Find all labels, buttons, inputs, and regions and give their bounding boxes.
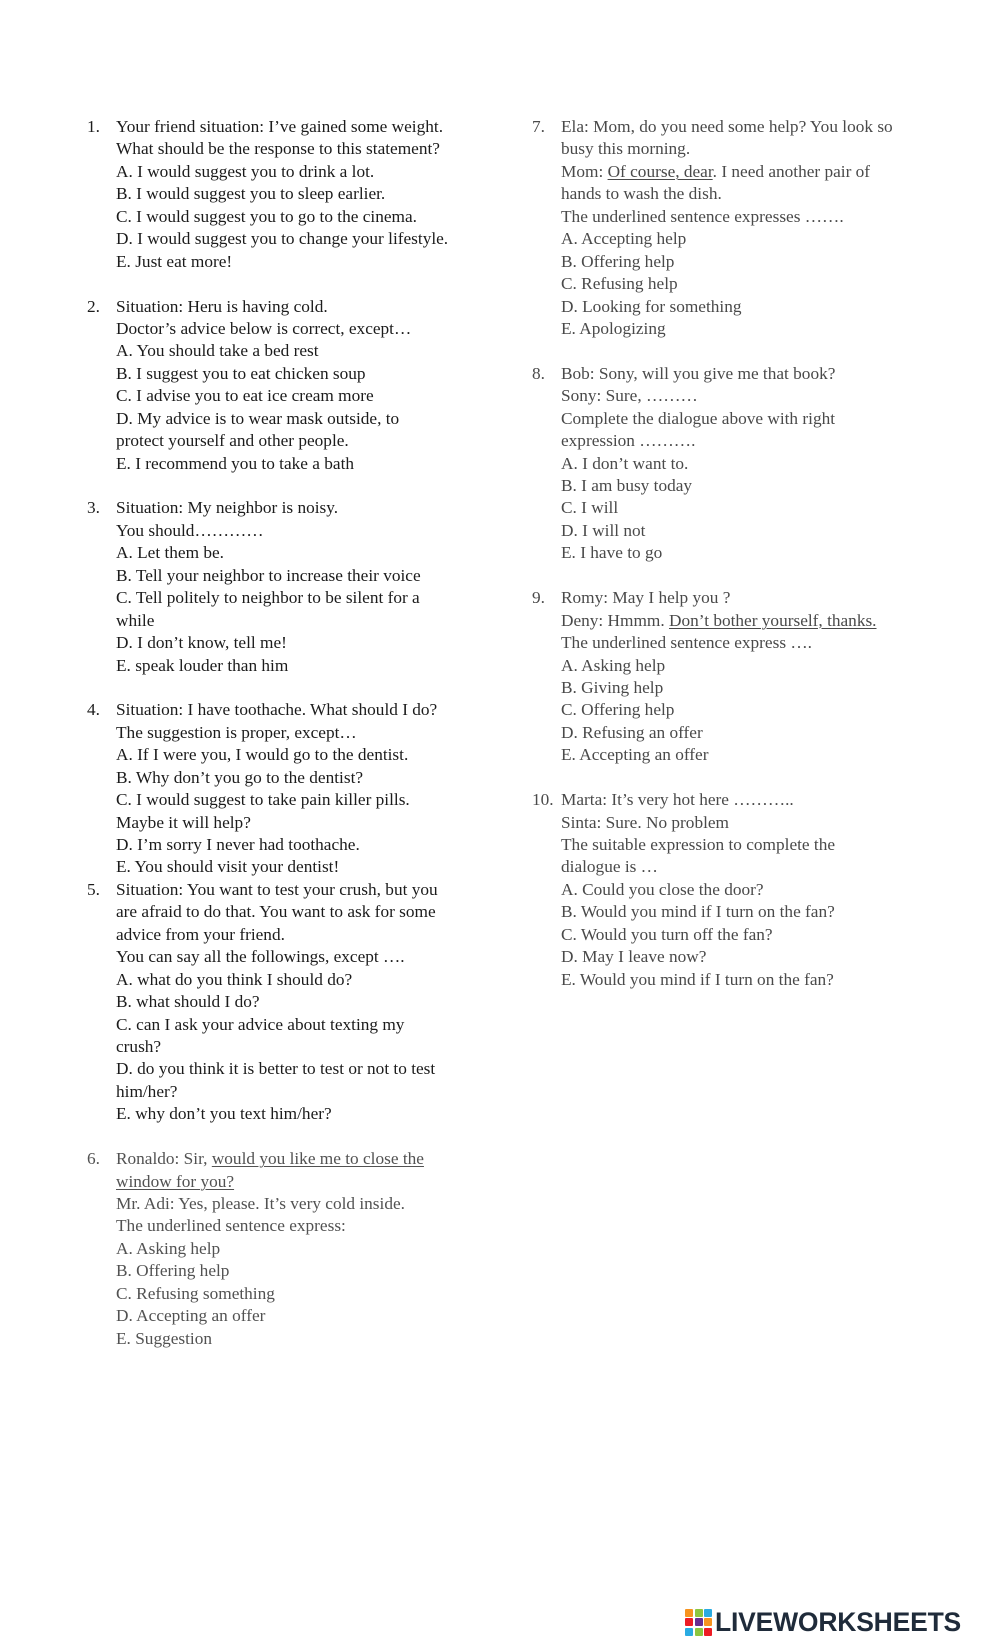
answer-option-d: D. Looking for something bbox=[561, 296, 742, 316]
question-text-line bbox=[116, 1148, 527, 1170]
question-text: Deny: Hmmm. bbox=[561, 610, 669, 630]
answer-option-e: E. speak louder than him bbox=[116, 655, 289, 675]
question-text-line: The suitable expression to complete the bbox=[561, 835, 836, 854]
question-text-line: The suggestion is proper, except… bbox=[116, 722, 357, 742]
answer-option-b: B. I am busy today bbox=[561, 476, 693, 495]
question-text-line: expression ………. bbox=[561, 431, 696, 451]
question-10 bbox=[532, 789, 972, 991]
answer-option-c: C. Would you turn off the fan? bbox=[561, 924, 773, 944]
question-text-line: advice from your friend. bbox=[116, 924, 285, 944]
question-text-line: Complete the dialogue above with right bbox=[561, 408, 836, 428]
answer-option-b: B. Tell your neighbor to increase their voice bbox=[116, 565, 421, 585]
answer-option-d: D. I would suggest you to change your lifestyle. bbox=[116, 229, 449, 249]
question-text-line: hands to wash the dish. bbox=[561, 184, 722, 204]
answer-option-a: A. You should take a bed rest bbox=[116, 341, 319, 361]
question-8 bbox=[532, 363, 972, 565]
answer-option-d: D. I don’t know, tell me! bbox=[116, 633, 287, 653]
answer-option-d: D. do you think it is better to test or not to test bbox=[116, 1059, 436, 1079]
answer-option-b: B. Offering help bbox=[116, 1261, 230, 1281]
answer-option-e: E. Suggestion bbox=[116, 1328, 213, 1348]
logo-tile bbox=[685, 1628, 693, 1636]
logo-tile bbox=[695, 1628, 703, 1636]
question-text-line: Maybe it will help? bbox=[116, 812, 251, 832]
answer-option-b: B. I would suggest you to sleep earlier. bbox=[116, 184, 386, 204]
question-body bbox=[116, 296, 527, 476]
question-text-line: Situation: I have toothache. What should I do? bbox=[116, 700, 438, 720]
answer-option-e: E. I have to go bbox=[561, 543, 663, 563]
question-text-line: Doctor’s advice below is correct, except… bbox=[116, 318, 412, 338]
question-text-line: protect yourself and other people. bbox=[116, 431, 349, 451]
answer-option-c: C. I will bbox=[561, 498, 619, 518]
logo-tile bbox=[704, 1609, 712, 1617]
question-7 bbox=[532, 116, 972, 340]
question-text-line: Ela: Mom, do you need some help? You look so bbox=[561, 117, 893, 136]
logo-tile bbox=[685, 1609, 693, 1617]
question-text-line: while bbox=[116, 610, 155, 630]
answer-option-c: C. can I ask your advice about texting my bbox=[116, 1014, 405, 1034]
question-number: 4. bbox=[87, 700, 100, 720]
question-number: 5. bbox=[87, 879, 100, 899]
question-4 bbox=[87, 699, 527, 879]
answer-option-d: D. I’m sorry I never had toothache. bbox=[116, 835, 360, 854]
answer-option-a: A. I don’t want to. bbox=[561, 453, 689, 473]
question-text: Mom: bbox=[561, 161, 608, 181]
question-text-line: Sony: Sure, ……… bbox=[561, 386, 698, 406]
question-text-line bbox=[116, 1171, 527, 1193]
question-body bbox=[116, 497, 527, 677]
question-number: 8. bbox=[532, 363, 545, 383]
question-text-line: You should………… bbox=[116, 520, 264, 540]
answer-option-b: B. Would you mind if I turn on the fan? bbox=[561, 902, 835, 922]
question-text: . I need another pair of bbox=[712, 161, 871, 181]
answer-option-c: C. Refusing help bbox=[561, 274, 678, 294]
underlined-text: would you like me to close the bbox=[211, 1149, 424, 1169]
answer-option-c: C. Tell politely to neighbor to be silent for a bbox=[116, 588, 420, 608]
question-body bbox=[116, 879, 527, 1126]
question-text-line: The underlined sentence expresses ……. bbox=[561, 206, 844, 226]
answer-option-c: C. I advise you to eat ice cream more bbox=[116, 386, 374, 406]
question-number: 6. bbox=[87, 1149, 100, 1169]
question-3 bbox=[87, 497, 527, 677]
question-text-line bbox=[561, 610, 972, 632]
answer-option-a: A. Asking help bbox=[561, 655, 666, 675]
right-question-column bbox=[532, 116, 972, 991]
answer-option-b: B. Offering help bbox=[561, 251, 675, 271]
logo-tile bbox=[695, 1609, 703, 1617]
question-text-line: are afraid to do that. You want to ask for some bbox=[116, 902, 436, 922]
question-body bbox=[116, 116, 527, 273]
question-text-line: Situation: My neighbor is noisy. bbox=[116, 498, 339, 518]
answer-option-c: C. Refusing something bbox=[116, 1283, 275, 1303]
underlined-text: window for you? bbox=[116, 1171, 235, 1191]
answer-option-e: E. Would you mind if I turn on the fan? bbox=[561, 969, 834, 989]
answer-option-c: C. I would suggest to take pain killer pills. bbox=[116, 790, 410, 810]
answer-option-d: D. May I leave now? bbox=[561, 947, 707, 967]
answer-option-b: B. what should I do? bbox=[116, 992, 260, 1012]
question-body bbox=[561, 789, 972, 991]
question-body bbox=[561, 363, 972, 565]
question-text-line: You can say all the followings, except …. bbox=[116, 947, 405, 967]
question-text-line: Situation: Heru is having cold. bbox=[116, 296, 328, 316]
answer-option-d: D. Accepting an offer bbox=[116, 1306, 266, 1326]
answer-option-a: A. I would suggest you to drink a lot. bbox=[116, 161, 375, 181]
question-text-line: busy this morning. bbox=[561, 139, 691, 159]
question-9 bbox=[532, 587, 972, 767]
answer-option-e: E. You should visit your dentist! bbox=[116, 857, 340, 877]
question-5 bbox=[87, 879, 527, 1126]
underlined-text: Of course, dear bbox=[607, 161, 713, 181]
question-text-line: Bob: Sony, will you give me that book? bbox=[561, 363, 836, 383]
question-body bbox=[561, 116, 972, 340]
question-1 bbox=[87, 116, 527, 273]
question-number: 9. bbox=[532, 588, 545, 608]
left-question-column bbox=[87, 116, 527, 1350]
answer-option-c: C. I would suggest you to go to the cinema. bbox=[116, 206, 417, 226]
answer-option-e: E. Just eat more! bbox=[116, 251, 233, 271]
question-text-line: What should be the response to this statement? bbox=[116, 139, 440, 159]
question-text-line: Marta: It’s very hot here ……….. bbox=[561, 790, 794, 810]
question-text: Ronaldo: Sir, bbox=[116, 1149, 212, 1169]
answer-option-a: A. what do you think I should do? bbox=[116, 969, 353, 989]
answer-option-a: A. If I were you, I would go to the dentist. bbox=[116, 745, 409, 765]
liveworksheets-logo bbox=[685, 1607, 961, 1637]
answer-option-b: B. I suggest you to eat chicken soup bbox=[116, 363, 366, 383]
question-body bbox=[116, 1148, 527, 1350]
question-number: 3. bbox=[87, 498, 100, 518]
answer-option-e: E. Apologizing bbox=[561, 318, 666, 338]
question-text-line: The underlined sentence express: bbox=[116, 1216, 346, 1236]
answer-option-a: A. Accepting help bbox=[561, 229, 687, 249]
answer-option-b: B. Giving help bbox=[561, 677, 664, 697]
liveworksheets-logo-icon bbox=[685, 1609, 712, 1636]
answer-option-e: E. Accepting an offer bbox=[561, 745, 709, 765]
question-body bbox=[116, 699, 527, 879]
question-number: 10. bbox=[532, 790, 554, 810]
question-text-line: Sinta: Sure. No problem bbox=[561, 812, 729, 832]
question-6 bbox=[87, 1148, 527, 1350]
question-text-line: Your friend situation: I’ve gained some weight. bbox=[116, 117, 444, 136]
question-number: 2. bbox=[87, 296, 100, 316]
question-text-line: Situation: You want to test your crush, but you bbox=[116, 879, 438, 899]
question-2 bbox=[87, 296, 527, 476]
question-text-line: Romy: May I help you ? bbox=[561, 588, 731, 608]
answer-option-e: E. why don’t you text him/her? bbox=[116, 1104, 332, 1124]
logo-tile bbox=[695, 1618, 703, 1626]
logo-tile bbox=[685, 1618, 693, 1626]
liveworksheets-brand-text: LIVEWORKSHEETS bbox=[715, 1607, 962, 1637]
logo-tile bbox=[704, 1628, 712, 1636]
question-text-line: crush? bbox=[116, 1036, 162, 1056]
question-text-line: him/her? bbox=[116, 1081, 178, 1101]
question-text-line: Mr. Adi: Yes, please. It’s very cold inside. bbox=[116, 1194, 405, 1213]
logo-tile bbox=[704, 1618, 712, 1626]
question-body bbox=[561, 587, 972, 767]
question-text-line bbox=[561, 161, 972, 183]
answer-option-a: A. Asking help bbox=[116, 1238, 221, 1258]
question-text-line: dialogue is … bbox=[561, 857, 658, 877]
answer-option-a: A. Let them be. bbox=[116, 543, 224, 563]
question-text-line: The underlined sentence express …. bbox=[561, 633, 812, 653]
answer-option-b: B. Why don’t you go to the dentist? bbox=[116, 767, 364, 787]
question-number: 1. bbox=[87, 117, 100, 136]
answer-option-d: D. My advice is to wear mask outside, to bbox=[116, 408, 400, 428]
answer-option-a: A. Could you close the door? bbox=[561, 879, 764, 899]
answer-option-e: E. I recommend you to take a bath bbox=[116, 453, 355, 473]
answer-option-d: D. Refusing an offer bbox=[561, 722, 703, 742]
underlined-text: Don’t bother yourself, thanks. bbox=[669, 610, 877, 630]
answer-option-d: D. I will not bbox=[561, 520, 646, 540]
question-number: 7. bbox=[532, 117, 545, 136]
answer-option-c: C. Offering help bbox=[561, 700, 675, 720]
